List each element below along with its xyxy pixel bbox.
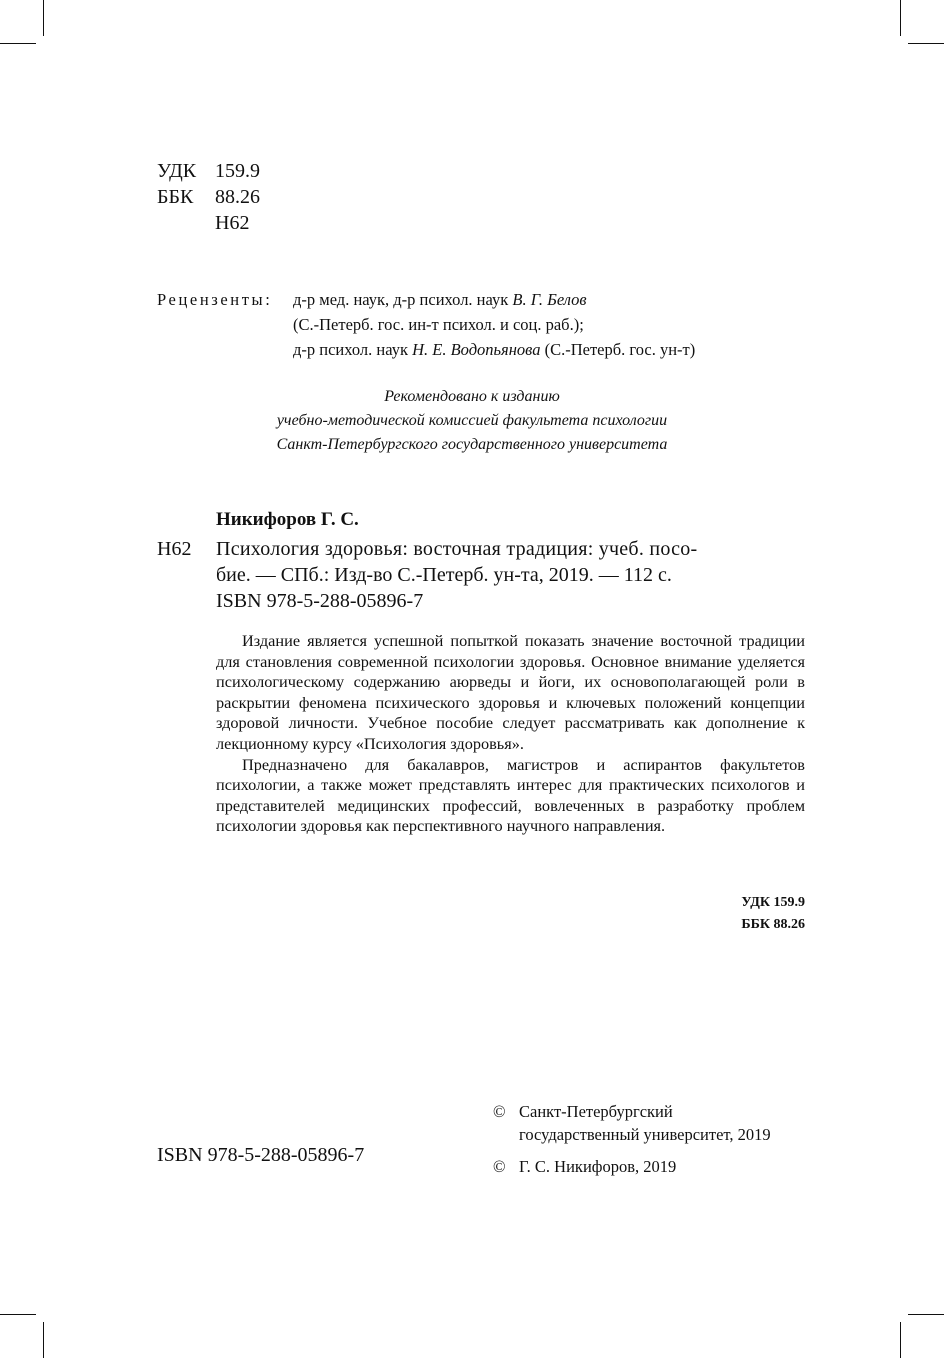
- recommendation-line-2: учебно-методической комиссией факультета психологии: [276, 412, 668, 429]
- bibliographic-mark: Н62: [157, 538, 192, 560]
- classification-bbk: ББК 88.26: [741, 917, 805, 932]
- crop-mark-top-left-horizontal: [0, 43, 36, 44]
- copyright-1-line-1: [493, 1100, 771, 1123]
- annotation-paragraph-1: Издание является успешной попыткой показать значение восточной традиции для становления современной психологии здоровья. Основное внимание уделяется психологическому содержанию аюрведы и йоги, их основополагающей роли в раскрытии феномена психического здоровья и ключевых положений концепции здоровой личности. Учебное пособие следует рассматривать как дополнение к лекционному курсу «Психология здоровья».: [216, 631, 805, 753]
- udk-row: [157, 158, 260, 184]
- reviewer-2-affiliation: (С.-Петерб. гос. ун-т): [540, 340, 696, 359]
- author-heading: Никифоров Г. С.: [216, 509, 359, 530]
- crop-mark-top-left-vertical: [43, 0, 44, 36]
- title-line-1: Психология здоровья: восточная традиция: учеб. посо-: [216, 538, 698, 560]
- bbk-row: [157, 184, 260, 210]
- copyright-symbol: ©: [493, 1102, 506, 1121]
- annotation: [216, 631, 805, 837]
- title-line-2: бие. — СПб.: Изд-во С.-Петерб. ун-та, 2019. — 112 с.: [216, 564, 672, 586]
- bibliographic-description: [216, 536, 697, 614]
- udk-value: 159.9: [215, 160, 260, 182]
- crop-mark-bottom-right-vertical: [900, 1322, 901, 1358]
- reviewer-1-degree: д-р мед. наук, д-р психол. наук: [293, 290, 513, 309]
- copyright-2-holder: Г. С. Никифоров, 2019: [519, 1157, 677, 1176]
- reviewers-label: [157, 287, 272, 312]
- copyright-block: [493, 1100, 771, 1178]
- bbk-value: 88.26: [215, 186, 260, 208]
- copyright-symbol: ©: [493, 1157, 506, 1176]
- index-codes: [157, 158, 260, 236]
- author-mark-row: [157, 210, 260, 236]
- classification-codes: [741, 892, 805, 936]
- reviewer-2-degree: д-р психол. наук: [293, 340, 413, 359]
- crop-mark-bottom-left-vertical: [43, 1322, 44, 1358]
- bbk-label: ББК: [157, 186, 194, 208]
- recommendation: [0, 385, 944, 457]
- copyright-1-line-2: [493, 1123, 771, 1146]
- annotation-paragraph-2: Предназначено для бакалавров, магистров и аспирантов факультетов психологии, а также может представлять интерес для практических психологов и представителей медицинских профессий, вовлеченных в разработку проблем психологии здоровья как перспективного научного направления.: [216, 754, 805, 836]
- crop-mark-top-right-horizontal: [908, 43, 944, 44]
- reviewers-label-text: Рецензенты:: [157, 290, 273, 309]
- isbn-line: ISBN 978-5-288-05896-7: [216, 590, 424, 612]
- copyright-2: [493, 1155, 771, 1178]
- crop-mark-bottom-right-horizontal: [908, 1314, 944, 1315]
- copyright-1-holder: Санкт-Петербургский: [519, 1102, 673, 1121]
- udk-label: УДК: [157, 160, 197, 182]
- crop-mark-top-right-vertical: [900, 0, 901, 36]
- reviewer-1-name: В. Г. Белов: [512, 290, 587, 309]
- classification-udk: УДК 159.9: [741, 895, 805, 910]
- reviewer-2-name: Н. Е. Водопьянова: [412, 340, 541, 359]
- reviewer-1-affiliation: (С.-Петерб. гос. ин-т психол. и соц. раб.);: [293, 315, 584, 334]
- recommendation-line-3: Санкт-Петербургского государственного университета: [276, 436, 668, 453]
- reviewer-1: [293, 287, 695, 312]
- recommendation-line-1: Рекомендовано к изданию: [384, 388, 560, 405]
- reviewers-block: [293, 287, 695, 362]
- copyright-1-holder-cont: государственный университет, 2019: [519, 1125, 771, 1144]
- footer-isbn: ISBN 978-5-288-05896-7: [157, 1144, 365, 1166]
- crop-mark-bottom-left-horizontal: [0, 1314, 36, 1315]
- author-mark: Н62: [215, 212, 250, 234]
- reviewer-2: [293, 337, 695, 362]
